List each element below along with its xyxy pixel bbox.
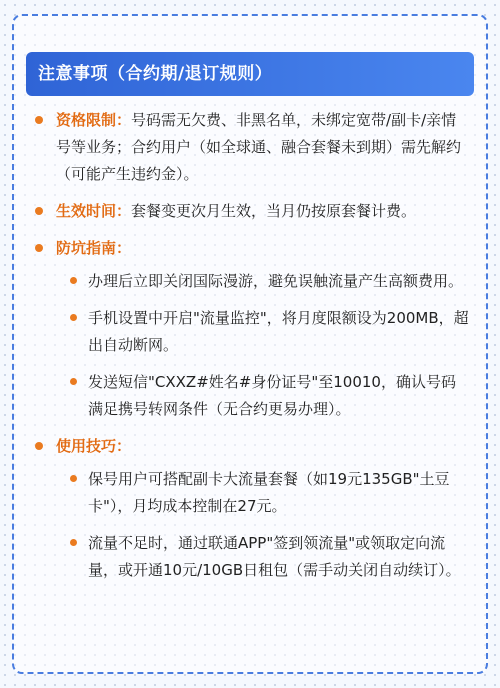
- list-item-text: 办理后立即关闭国际漫游，避免误触流量产生高额费用。: [88, 272, 464, 290]
- list-item-text: 发送短信"CXXZ#姓名#身份证号"至10010，确认号码满足携号转网条件（无合约更易办理）。: [88, 373, 456, 418]
- section-text: 号码需无欠费、非黑名单，未绑定宽带/副卡/亲情号等业务；合约用户（如全球通、融合套餐未到期）需先解约（可能产生违约金）。: [56, 111, 462, 183]
- section-key: 使用技巧: [56, 437, 117, 455]
- bullet-dot-icon: [70, 539, 77, 546]
- section-separator: ：: [116, 202, 132, 220]
- list-item: [66, 466, 470, 520]
- section-usage-tips: [30, 433, 470, 584]
- section-header: [26, 52, 474, 96]
- bullet-dot-icon: [70, 475, 77, 482]
- bullet-dot-icon: [35, 244, 43, 252]
- section-key: 生效时间: [56, 202, 117, 220]
- bullet-dot-icon: [35, 116, 43, 124]
- list-item: [66, 530, 470, 584]
- pitfall-list: [66, 268, 470, 423]
- section-pitfall-guide: [30, 235, 470, 423]
- section-effective-time: [30, 198, 470, 225]
- list-item-text: 保号用户可搭配副卡大流量套餐（如19元135GB"土豆卡"），月均成本控制在27元。: [88, 470, 450, 515]
- section-qualification: [30, 107, 470, 188]
- section-key: 资格限制: [56, 111, 117, 129]
- section-separator: ：: [116, 437, 132, 455]
- section-separator: ：: [116, 239, 132, 257]
- section-key: 防坑指南: [56, 239, 117, 257]
- bullet-dot-icon: [70, 314, 77, 321]
- list-item: [66, 369, 470, 423]
- bullet-dot-icon: [35, 442, 43, 450]
- tips-list: [66, 466, 470, 584]
- list-item-text: 手机设置中开启"流量监控"，将月度限额设为200MB，超出自动断网。: [88, 309, 469, 354]
- section-separator: ：: [116, 111, 132, 129]
- header-title: 注意事项（合约期/退订规则）: [38, 64, 273, 84]
- list-item-text: 流量不足时，通过联通APP"签到领流量"或领取定向流量，或开通10元/10GB日租包（需手动关闭自动续订）。: [88, 534, 461, 579]
- list-item: [66, 268, 470, 295]
- bullet-dot-icon: [70, 277, 77, 284]
- bullet-dot-icon: [35, 207, 43, 215]
- notice-content: [30, 107, 470, 584]
- section-text: 套餐变更次月生效，当月仍按原套餐计费。: [131, 202, 417, 220]
- bullet-dot-icon: [70, 378, 77, 385]
- list-item: [66, 305, 470, 359]
